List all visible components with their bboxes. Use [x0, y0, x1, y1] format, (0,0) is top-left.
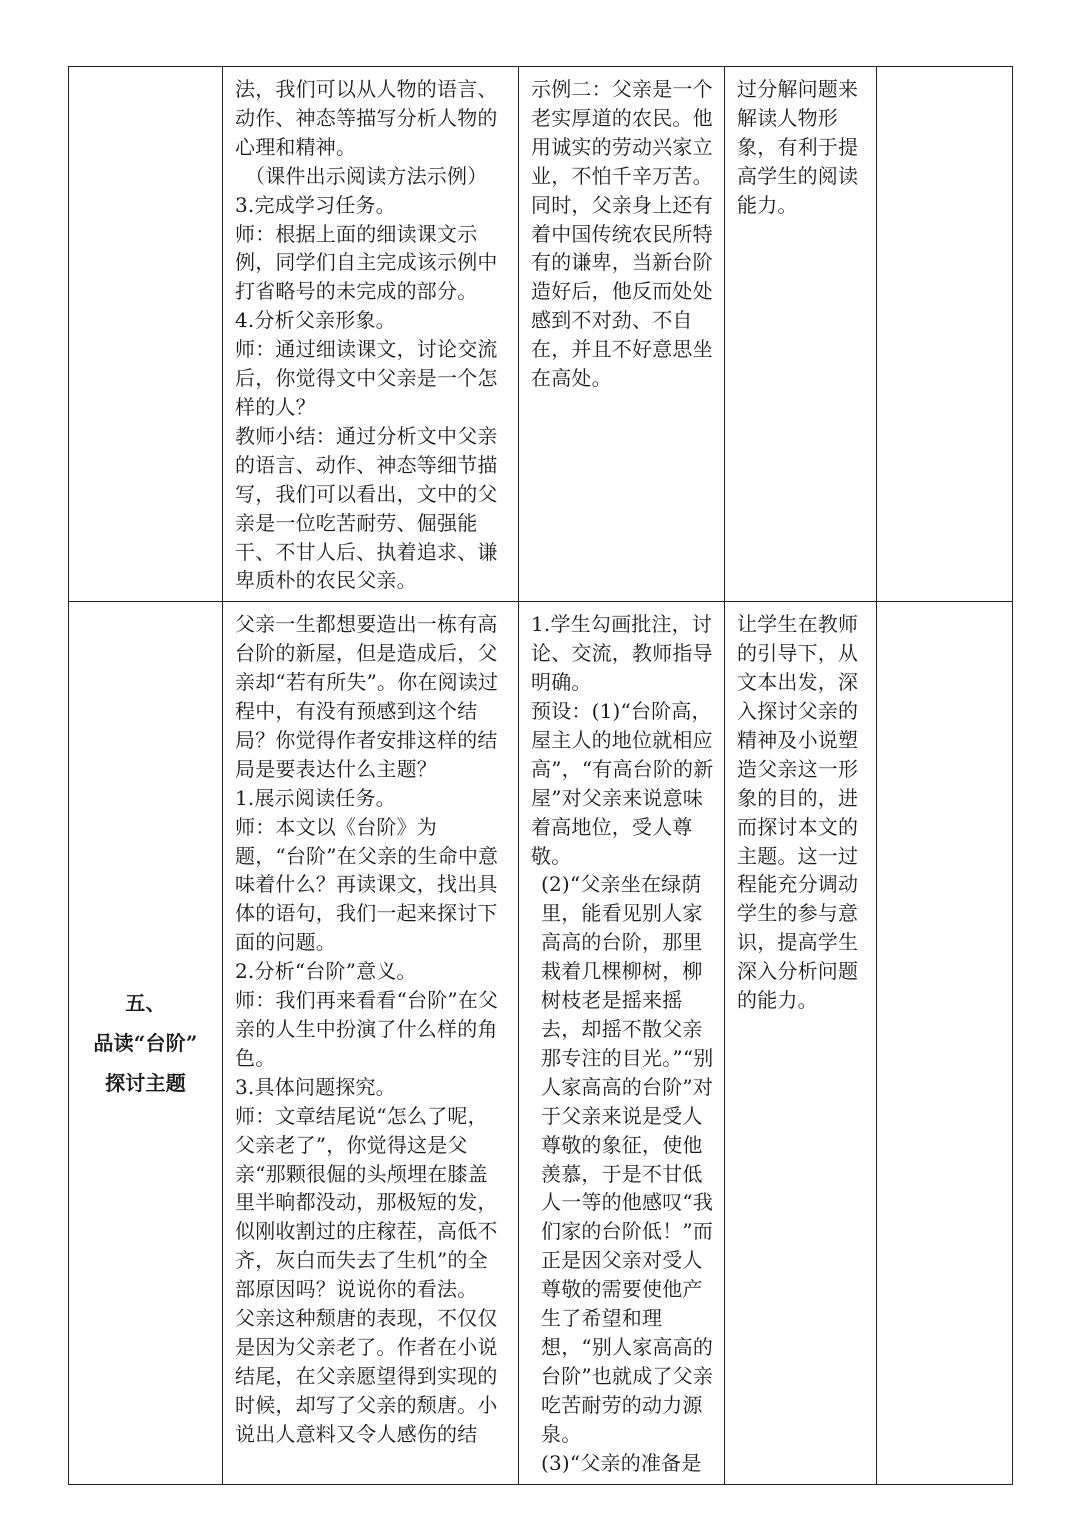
teacher-activity-cell — [223, 67, 519, 602]
stage-title-line: 五、 — [125, 990, 166, 1015]
paragraph: 4.分析父亲形象。 — [235, 308, 396, 333]
paragraph: 让学生在教师的引导下，从文本出发，深入探讨父亲的精神及小说塑造父亲这一形象的目的，进而探讨本文的主题。这一过程能充分调动学生的参与意识，提高学生深入分析问题的能力。 — [737, 612, 859, 1013]
paragraph: 2.分析“台阶”意义。 — [235, 959, 417, 984]
paragraph: 1.学生勾画批注，讨论、交流，教师指导明确。 — [531, 612, 713, 695]
paragraph: （课件出示阅读方法示例） — [245, 163, 488, 188]
paragraph: 师：本文以《台阶》为题，“台阶”在父亲的生命中意味着什么？再读课文，找出具体的语句，我们一起来探讨下面的问题。 — [235, 814, 499, 955]
table-row — [69, 67, 1013, 602]
stage-title-line: 探讨主题 — [105, 1070, 186, 1095]
paragraph: 父亲这种颓唐的表现，不仅仅是因为父亲老了。作者在小说结尾，在父亲愿望得到实现的时候，却写了父亲的颓唐。小说出人意料又令人感伤的结 — [235, 1306, 498, 1446]
paragraph: 过分解问题来解读人物形象，有利于提高学生的阅读能力。 — [737, 77, 859, 217]
paragraph: 法，我们可以从人物的语言、动作、神态等描写分析人物的心理和精神。 — [235, 77, 498, 159]
student-activity-cell — [519, 67, 725, 602]
notes-cell — [877, 602, 1013, 1484]
stage-title-line: 品读“台阶” — [93, 1030, 198, 1055]
table-row — [69, 602, 1013, 1484]
stage-cell — [69, 67, 223, 602]
lesson-plan-table — [68, 66, 1013, 1485]
student-activity-cell — [519, 602, 725, 1484]
paragraph: 师：通过细读课文，讨论交流后，你觉得文中父亲是一个怎样的人？ — [235, 337, 498, 419]
paragraph: 预设：(1)“台阶高，屋主人的地位就相应高”，“有高台阶的新屋”对父亲来说意味着高地位，受人尊敬。 — [531, 699, 714, 868]
paragraph: 师：文章结尾说“怎么了呢，父亲老了”，你觉得这是父亲“那颗很倔的头颅埋在膝盖里半晌都没动，那极短的发，似刚收割过的庄稼茬，高低不齐，灰白而失去了生机”的全部原因吗？说说你的看法。 — [235, 1103, 498, 1302]
paragraph: 父亲一生都想要造出一栋有高台阶的新屋，但是造成后，父亲却“若有所失”。你在阅读过程中，有没有预感到这个结局？你觉得作者安排这样的结局是要表达什么主题？ — [235, 612, 499, 781]
design-intent-cell — [725, 602, 877, 1484]
paragraph: (3)“父亲的准备是 — [541, 1450, 702, 1475]
paragraph: 示例二：父亲是一个老实厚道的农民。他用诚实的劳动兴家立业，不怕千辛万苦。同时，父亲身上还有着中国传统农民所特有的谦卑，当新台阶造好后，他反而处处感到不对劲、不自在，并且不好意思坐在高处。 — [531, 77, 713, 391]
paragraph: 3.完成学习任务。 — [235, 192, 396, 217]
paragraph: 1.展示阅读任务。 — [235, 785, 396, 810]
paragraph: (2)“父亲坐在绿荫里，能看见别人家高高的台阶，那里栽着几棵柳树，柳树枝老是摇来摇去，却摇不散父亲那专注的目光。”“别人家高高的台阶”对于父亲来说是受人尊敬的象征，使他羡慕，于是不甘低人一等的他感叹“我们家的台阶低！”而正是因父亲对受人尊敬的需要使他产生了希望和理想，“别人家高高的台阶”也就成了父亲吃苦耐劳的动力源泉。 — [541, 872, 714, 1446]
paragraph: 3.具体问题探究。 — [235, 1074, 396, 1099]
teacher-activity-cell — [223, 602, 519, 1484]
paragraph: 师：根据上面的细读课文示例，同学们自主完成该示例中打省略号的未完成的部分。 — [235, 221, 498, 304]
design-intent-cell — [725, 67, 877, 602]
paragraph: 师：我们再来看看“台阶”在父亲的人生中扮演了什么样的角色。 — [235, 988, 499, 1070]
notes-cell — [877, 67, 1013, 602]
stage-cell — [69, 602, 223, 1484]
paragraph: 教师小结：通过分析文中父亲的语言、动作、神态等细节描写，我们可以看出，文中的父亲是一位吃苦耐劳、倔强能干、不甘人后、执着追求、谦卑质朴的农民父亲。 — [235, 423, 498, 593]
